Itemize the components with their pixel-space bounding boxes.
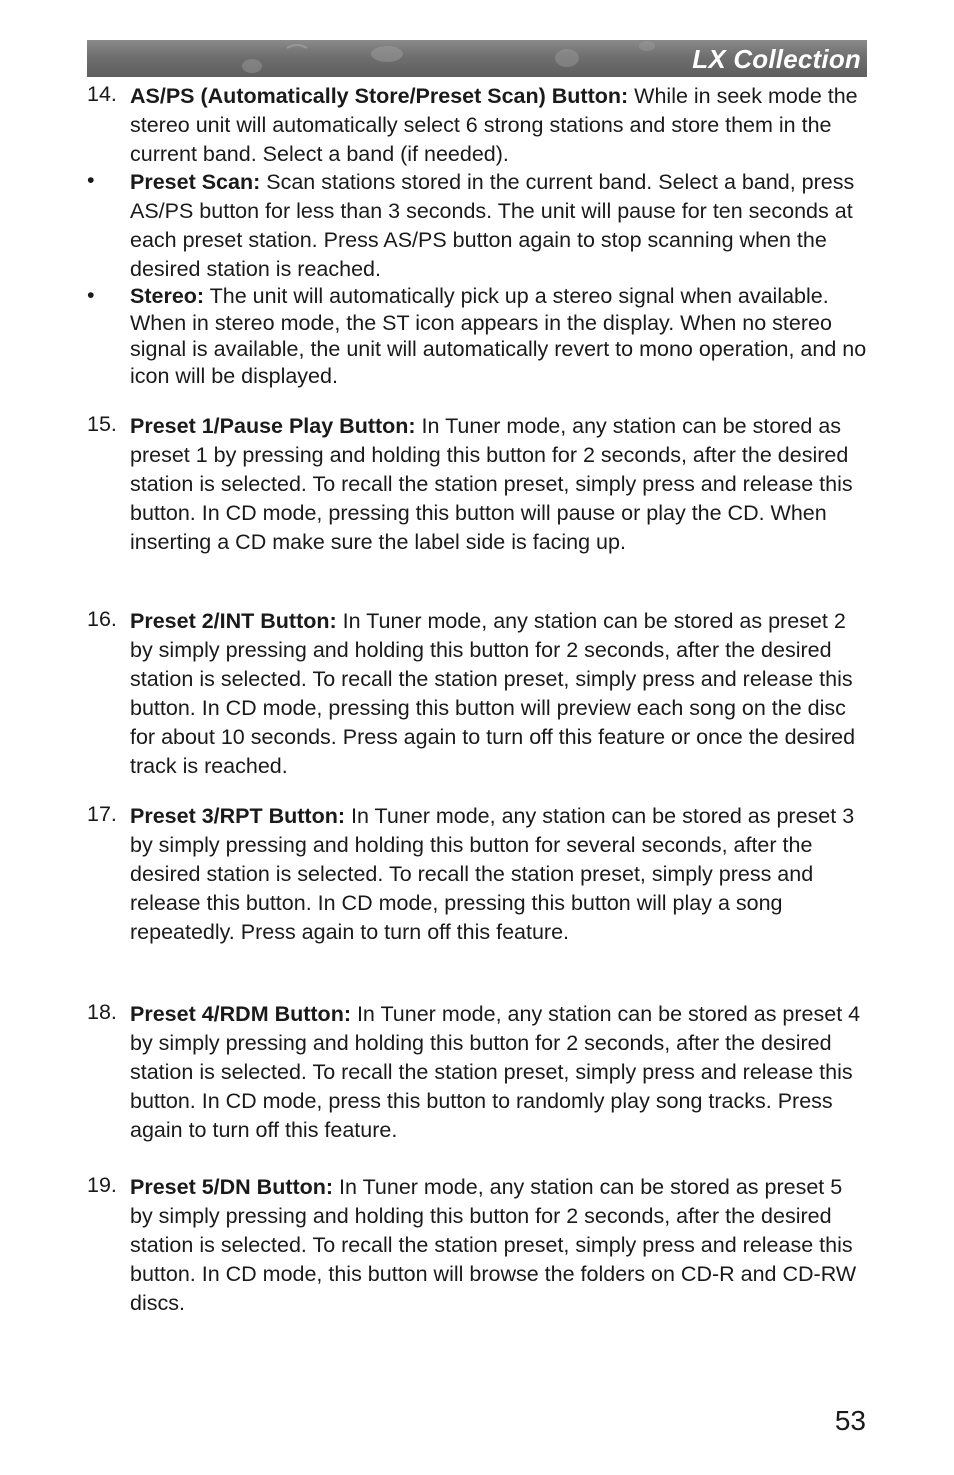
- item-body: [130, 168, 870, 284]
- item-heading: Preset 5/DN Button:: [130, 1175, 334, 1199]
- collection-title: LX Collection: [692, 44, 861, 74]
- item-text: In Tuner mode, any station can be stored as preset 1 by pressing and holding this button for 2 seconds, after the desired station is selected. To recall the station preset, simply press and release this button. In CD mode, pressing this button will pause or play the CD. When inserting a CD make sure the label side is facing up.: [130, 414, 853, 554]
- item-body: [130, 1173, 870, 1318]
- item-text: In Tuner mode, any station can be stored as preset 5 by simply pressing and holding this button for 2 seconds, after the desired station is selected. To recall the station preset, simply press and release this button. In CD mode, this button will browse the folders on CD-R and CD-RW discs.: [130, 1175, 857, 1315]
- item-marker: 18.: [87, 1000, 117, 1024]
- item-marker: 16.: [87, 607, 117, 631]
- item-heading: Preset 1/Pause Play Button:: [130, 414, 416, 438]
- item-marker: 17.: [87, 802, 117, 826]
- item-body: [130, 802, 870, 947]
- item-heading: Preset Scan:: [130, 170, 261, 194]
- item-heading: Preset 4/RDM Button:: [130, 1002, 351, 1026]
- item-text: The unit will automatically pick up a stereo signal when available. When in stereo mode, the ST icon appears in the display. When no stereo signal is available, the unit will automatically revert to mono operation, and no icon will be displayed.: [130, 284, 867, 388]
- item-heading: Preset 2/INT Button:: [130, 609, 337, 633]
- item-marker: 14.: [87, 82, 117, 106]
- item-body: [130, 82, 870, 169]
- header-banner: [87, 40, 867, 77]
- page-number: 53: [834, 1405, 866, 1436]
- item-body: [130, 412, 870, 557]
- item-heading: AS/PS (Automatically Store/Preset Scan) Button:: [130, 84, 629, 108]
- item-text: Scan stations stored in the current band. Select a band, press AS/PS button for less than 3 seconds. The unit will pause for ten seconds at each preset station. Press AS/PS button again to stop scanning when the desired station is reached.: [130, 170, 855, 281]
- item-heading: Preset 3/RPT Button:: [130, 804, 346, 828]
- item-text: While in seek mode the stereo unit will automatically select 6 strong stations and store them in the current band. Select a band (if needed).: [130, 84, 858, 166]
- item-marker: 19.: [87, 1173, 117, 1197]
- item-marker: 15.: [87, 412, 117, 436]
- bullet: •: [87, 168, 95, 192]
- item-text: In Tuner mode, any station can be stored as preset 3 by simply pressing and holding this button for several seconds, after the desired station is selected. To recall the station preset, simply press and release this button. In CD mode, pressing this button will play a song repeatedly. Press again to turn off this feature.: [130, 804, 855, 944]
- item-text: In Tuner mode, any station can be stored as preset 2 by simply pressing and holding this button for 2 seconds, after the desired station is selected. To recall the station preset, simply press and release this button. In CD mode, pressing this button will preview each song on the disc for about 10 seconds. Press again to turn off this feature or once the desired track is reached.: [130, 609, 856, 778]
- item-body: [130, 1000, 870, 1145]
- item-body: [130, 607, 870, 781]
- item-body: [130, 283, 870, 389]
- item-heading: Stereo:: [130, 284, 205, 308]
- item-text: In Tuner mode, any station can be stored as preset 4 by simply pressing and holding this button for 2 seconds, after the desired station is selected. To recall the station preset, simply press and release this button. In CD mode, press this button to randomly play song tracks. Press again to turn off this feature.: [130, 1002, 861, 1142]
- bullet: •: [87, 283, 95, 307]
